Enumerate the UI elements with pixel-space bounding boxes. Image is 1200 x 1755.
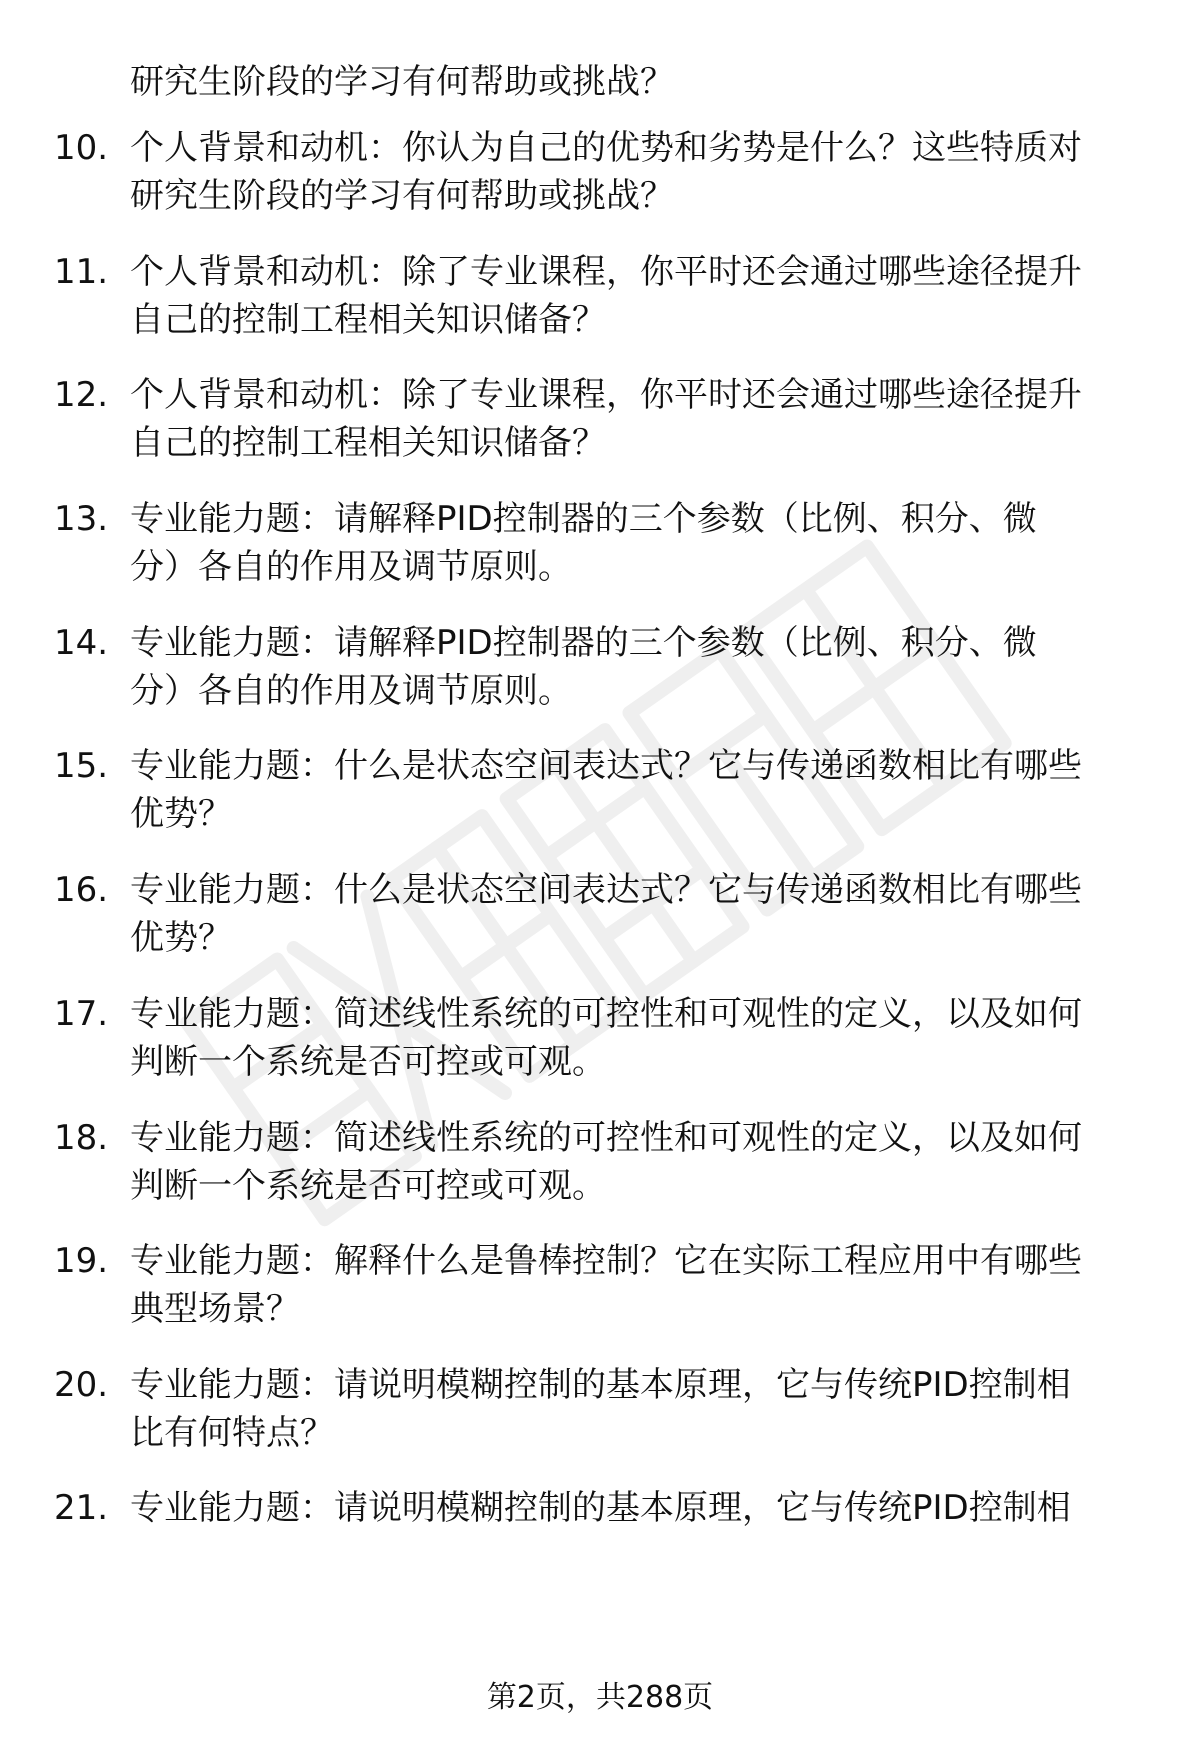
question-text-line: 典型场景？ — [130, 1289, 300, 1329]
question-number: 14. — [54, 623, 109, 663]
question-text-line: 优势？ — [130, 794, 232, 834]
question-text-line: 专业能力题：请说明模糊控制的基本原理，它与传统PID控制相 — [130, 1488, 1071, 1528]
question-number: 18. — [54, 1118, 109, 1158]
question-number: 21. — [54, 1488, 109, 1528]
question-text-line: 个人背景和动机：除了专业课程，你平时还会通过哪些途径提升 — [130, 375, 1082, 415]
question-number: 10. — [54, 128, 109, 168]
question-text-line: 专业能力题：简述线性系统的可控性和可观性的定义，以及如何 — [130, 1118, 1082, 1158]
question-text-line: 判断一个系统是否可控或可观。 — [130, 1166, 606, 1206]
question-number: 17. — [54, 994, 109, 1034]
question-text-line: 分）各自的作用及调节原则。 — [130, 671, 572, 711]
question-text-line: 自己的控制工程相关知识储备？ — [130, 423, 606, 463]
question-number: 19. — [54, 1241, 109, 1281]
question-text-line: 专业能力题：请解释PID控制器的三个参数（比例、积分、微 — [130, 623, 1037, 663]
question-number: 15. — [54, 746, 109, 786]
question-number: 20. — [54, 1365, 109, 1405]
continued-question-text: 研究生阶段的学习有何帮助或挑战？ — [130, 62, 674, 102]
question-text-line: 专业能力题：什么是状态空间表达式？它与传递函数相比有哪些 — [130, 870, 1082, 910]
page-number-footer: 第2页，共288页 — [486, 1680, 714, 1715]
question-text-line: 研究生阶段的学习有何帮助或挑战？ — [130, 176, 674, 216]
question-text-line: 判断一个系统是否可控或可观。 — [130, 1042, 606, 1082]
question-text-line: 优势？ — [130, 918, 232, 958]
question-text-line: 专业能力题：请解释PID控制器的三个参数（比例、积分、微 — [130, 499, 1037, 539]
question-number: 16. — [54, 870, 109, 910]
question-text-line: 比有何特点？ — [130, 1413, 334, 1453]
question-text-line: 自己的控制工程相关知识储备？ — [130, 300, 606, 340]
question-text-line: 专业能力题：请说明模糊控制的基本原理，它与传统PID控制相 — [130, 1365, 1071, 1405]
question-text-line: 个人背景和动机：你认为自己的优势和劣势是什么？这些特质对 — [130, 128, 1082, 168]
question-number: 11. — [54, 252, 109, 292]
question-number: 13. — [54, 499, 109, 539]
question-text-line: 专业能力题：什么是状态空间表达式？它与传递函数相比有哪些 — [130, 746, 1082, 786]
question-text-line: 专业能力题：简述线性系统的可控性和可观性的定义，以及如何 — [130, 994, 1082, 1034]
question-text-line: 专业能力题：解释什么是鲁棒控制？它在实际工程应用中有哪些 — [130, 1241, 1082, 1281]
question-number: 12. — [54, 375, 109, 415]
question-text-line: 个人背景和动机：除了专业课程，你平时还会通过哪些途径提升 — [130, 252, 1082, 292]
question-text-line: 分）各自的作用及调节原则。 — [130, 547, 572, 587]
